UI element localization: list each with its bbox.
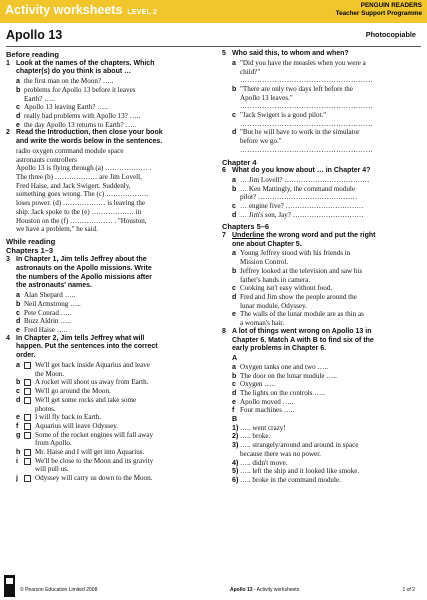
answer-checkbox[interactable] — [24, 414, 31, 421]
line-text: Some of the rocket engines will fall away — [35, 430, 153, 439]
list-item — [222, 211, 422, 220]
line-text: The door on the lunar module ….. — [240, 371, 337, 380]
answer-checkbox[interactable] — [24, 379, 31, 386]
answer-line: ……………………………………………… — [240, 76, 374, 85]
list-item — [6, 378, 212, 387]
list-item — [222, 185, 422, 202]
item-letter: 2) — [232, 432, 239, 441]
line-text: ….. strangely/around and around in space — [240, 441, 359, 450]
line-text: Earth? ….. — [24, 94, 55, 103]
line-text: Oxygen tanks one and two ….. — [240, 362, 329, 371]
list-item — [6, 309, 212, 318]
worksheet-title: Activity worksheets LEVEL 2 — [5, 3, 158, 17]
item-letter: b — [232, 84, 237, 93]
line-text: Look at the names of the chapters. Which — [16, 59, 155, 67]
item-letter: e — [16, 120, 20, 129]
list-item — [222, 441, 422, 458]
level-label: LEVEL 2 — [127, 9, 158, 16]
list-item — [6, 457, 212, 474]
item-letter: e — [232, 397, 236, 406]
item-letter: a — [16, 291, 20, 300]
line-text: astronauts on the Apollo missions. Write — [16, 264, 152, 272]
item-letter: a — [16, 77, 20, 86]
item-letter: 3) — [232, 441, 239, 450]
line-text: … Jim's son, Jay? ………………………… — [240, 210, 364, 219]
item-letter: e — [16, 325, 20, 334]
publisher-brand — [336, 2, 422, 18]
answer-checkbox[interactable] — [24, 362, 31, 369]
section-heading: Before reading — [6, 50, 59, 59]
column-label-a: A — [232, 354, 238, 363]
line-text: one about Chapter 5. — [232, 240, 302, 248]
list-item — [222, 85, 422, 102]
underline-word: Underline — [232, 231, 265, 239]
line-text: We'll get back inside Aquarius and leave — [35, 361, 150, 370]
answer-line: ……………………………………………… — [240, 102, 374, 111]
list-item — [6, 317, 212, 326]
item-letter: c — [16, 387, 20, 396]
line-text: child?" — [240, 67, 261, 76]
item-letter: e — [232, 310, 236, 319]
line-text: A rocket will shoot us away from Earth. — [35, 378, 149, 387]
answer-checkbox[interactable] — [24, 475, 31, 482]
list-item — [222, 59, 422, 76]
list-item — [222, 380, 422, 389]
item-letter: c — [16, 308, 20, 317]
question-2 — [6, 129, 212, 147]
line-text: lunar module, Odyssey. — [240, 301, 307, 310]
item-letter: a — [232, 175, 236, 184]
chapter-heading: Chapters 1–3 — [6, 246, 54, 256]
line-text: ….. broke. — [240, 432, 271, 441]
list-item — [6, 361, 212, 378]
list-item — [6, 396, 212, 413]
reading-passage — [6, 147, 212, 234]
item-letter: f — [16, 421, 19, 430]
line-text: … Jim Lovell? ……………………………… — [240, 175, 370, 184]
line-text: pilot? …………………………………… — [240, 193, 358, 202]
line-text: In Chapter 2, Jim tells Jeffrey what will — [16, 334, 145, 342]
answer-line: ……………………………………………… — [240, 119, 374, 128]
pearson-longman-logo — [4, 575, 15, 597]
item-letter: 4) — [232, 458, 239, 467]
line-text: ….. didn't move. — [240, 458, 288, 467]
item-letter: d — [16, 317, 21, 326]
line-text: ship. Jack spoke to the (e) ……………… in — [16, 207, 142, 216]
list-item — [6, 413, 212, 422]
list-item — [222, 293, 422, 310]
line-text: Apollo 13 leaving Earth? ….. — [24, 103, 108, 112]
line-text: ….. broke in the command module. — [240, 476, 341, 484]
list-item — [6, 103, 212, 112]
line-text: Odyssey will carry us down to the Moon. — [35, 474, 153, 483]
line-text: a woman's hair. — [240, 319, 285, 328]
item-letter: d — [232, 292, 237, 301]
list-item — [222, 372, 422, 381]
question-number: 2 — [6, 129, 10, 137]
item-letter: j — [16, 474, 18, 483]
question-6 — [222, 167, 422, 176]
line-text: Mr. Haise and I will get into Aquarius. — [35, 448, 145, 457]
item-letter: 1) — [232, 423, 239, 432]
question-number: 7 — [222, 231, 226, 239]
line-text: will pull us. — [35, 465, 69, 474]
list-item — [6, 121, 212, 130]
line-text: happen. Put the sentences into the correct — [16, 343, 158, 351]
question-3 — [6, 256, 212, 291]
line-text: chapter(s) do you think is about … — [16, 68, 132, 76]
line-text: Houston on the (f) ……………… . "Houston, — [16, 216, 147, 225]
line-text: Cooking isn't easy without food. — [240, 284, 333, 293]
footer — [0, 585, 427, 600]
line-text: Fred and Jim show the people around the — [240, 292, 357, 301]
line-text: A lot of things went wrong on Apollo 13 in — [232, 327, 372, 335]
line-text: Young Jeffrey stood with his friends in — [240, 249, 351, 258]
line-text: the wrong word and put the right — [264, 231, 376, 239]
line-text: really bad problems with Apollo 13? ….. — [24, 111, 141, 120]
item-letter: b — [232, 371, 237, 380]
item-letter: d — [16, 111, 21, 120]
question-number: 6 — [222, 167, 226, 175]
list-item — [6, 474, 212, 483]
line-text: We'll be close to the Moon and its gravity — [35, 456, 154, 465]
list-item — [222, 424, 422, 433]
list-item — [222, 459, 422, 468]
line-text: because there was no power. — [240, 449, 321, 458]
list-item — [6, 112, 212, 121]
question-4 — [6, 335, 212, 361]
line-text: ….. left the ship and it looked like smoke. — [240, 467, 360, 476]
list-item — [222, 176, 422, 185]
question-8 — [222, 328, 422, 354]
line-text: … engine five? …………………………… — [240, 201, 364, 210]
item-letter: 5) — [232, 467, 239, 476]
item-letter: i — [16, 456, 18, 465]
line-text: What do you know about … in Chapter 4? — [232, 167, 371, 175]
line-text: Fred Haise ….. — [24, 325, 68, 334]
item-letter: b — [16, 85, 21, 94]
list-item — [222, 284, 422, 293]
list-item — [222, 128, 422, 145]
list-item — [222, 249, 422, 266]
list-item — [222, 363, 422, 372]
item-letter: c — [232, 111, 236, 120]
line-text: astronauts controllers — [16, 155, 77, 164]
item-letter: 6) — [232, 476, 239, 484]
line-text: ….. went crazy! — [240, 423, 286, 432]
item-letter: d — [232, 128, 237, 137]
line-text: something goes wrong. The (c) ……………… — [16, 190, 149, 199]
footer-book-title: Apollo 13 - Activity worksheets — [230, 587, 300, 593]
line-text: photos. — [35, 404, 56, 413]
list-item — [222, 406, 422, 415]
item-letter: a — [232, 58, 236, 67]
page-title: Apollo 13 — [6, 28, 63, 42]
photocopiable-label: Photocopiable — [365, 30, 416, 39]
right-column — [222, 50, 422, 485]
list-item — [6, 431, 212, 448]
list-item — [222, 310, 422, 327]
item-letter: b — [16, 378, 21, 387]
list-item — [6, 86, 212, 103]
line-text: We'll get some rocks and take some — [35, 395, 137, 404]
line-text: Jeffrey looked at the television and saw his — [240, 266, 363, 275]
line-text: In Chapter 1, Jim tells Jeffrey about the — [16, 255, 147, 263]
list-item — [222, 476, 422, 485]
list-item — [222, 467, 422, 476]
item-letter: d — [232, 388, 237, 397]
copyright: © Pearson Education Limited 2008 — [20, 587, 98, 593]
line-text: loses power. (d) ……………… is leaving the — [16, 199, 146, 208]
list-item — [222, 267, 422, 284]
line-text: problems for Apollo 13 before it leaves — [24, 85, 136, 94]
chapter-heading: Chapter 4 — [222, 157, 257, 167]
list-item — [222, 111, 422, 120]
item-letter: a — [232, 249, 236, 258]
line-text: early problems in Chapter 6. — [232, 345, 327, 353]
line-text: I will fly back to Earth. — [35, 413, 102, 422]
line-text: Mission Control. — [240, 258, 289, 267]
item-letter: a — [232, 362, 236, 371]
item-letter: a — [16, 361, 20, 370]
list-item — [222, 398, 422, 407]
item-letter: c — [232, 201, 236, 210]
item-letter: f — [232, 406, 235, 415]
question-number: 4 — [6, 334, 10, 342]
question-5 — [222, 50, 422, 59]
line-text: Alan Shepard ….. — [24, 291, 76, 300]
answer-line: ……………………………………………… — [240, 145, 374, 154]
answer-checkbox[interactable] — [24, 397, 31, 404]
item-letter: b — [232, 266, 237, 275]
page-number: 1 of 2 — [402, 587, 415, 593]
item-letter: c — [16, 103, 20, 112]
item-letter: b — [232, 184, 237, 193]
line-text: father's hands in camera. — [240, 275, 311, 284]
title-divider — [6, 46, 421, 47]
line-text: Who said this, to whom and when? — [232, 50, 349, 57]
line-text: Neil Armstrong ….. — [24, 299, 81, 308]
chapter-heading: Chapters 5–6 — [222, 222, 270, 232]
line-text: Read the Introduction, then close your book — [16, 129, 163, 137]
answer-checkbox[interactable] — [24, 388, 31, 395]
answer-checkbox[interactable] — [24, 458, 31, 465]
line-text: The walls of the lunar module are as thin as — [240, 310, 364, 319]
line-text: The lights on the controls ….. — [240, 388, 325, 397]
line-text: Four machines ….. — [240, 406, 295, 415]
line-text: "Did you have the measles when you were a — [240, 58, 366, 67]
list-item — [6, 448, 212, 457]
list-item — [6, 291, 212, 300]
line-text: Aquarius will leave Odyssey. — [35, 421, 119, 430]
line-text: "There are only two days left before the — [240, 84, 353, 93]
brand-line-1: PENGUIN READERS — [360, 2, 422, 9]
question-number: 5 — [222, 50, 226, 57]
column-label-b: B — [232, 415, 238, 424]
item-letter: g — [16, 430, 21, 439]
list-item — [6, 326, 212, 335]
line-text: and write the words below in the sentences. — [16, 138, 163, 146]
line-text: "Jack Swigert is a good pilot." — [240, 111, 327, 120]
line-text: before we go." — [240, 137, 282, 146]
question-number: 3 — [6, 255, 10, 263]
line-text: … Ken Mattingly, the command module — [240, 184, 355, 193]
item-letter: e — [16, 413, 20, 422]
answer-checkbox[interactable] — [24, 449, 31, 456]
answer-checkbox[interactable] — [24, 423, 31, 430]
section-heading: While reading — [6, 236, 56, 246]
line-text: the numbers of the Apollo missions after — [16, 273, 152, 281]
line-text: the Moon. — [35, 369, 65, 378]
item-letter: d — [232, 210, 237, 219]
line-text: Oxygen ….. — [240, 380, 275, 389]
item-letter: c — [232, 284, 236, 293]
list-item — [6, 422, 212, 431]
list-item — [222, 202, 422, 211]
line-text: The three (b) ……………… are Jim Lovell, — [16, 173, 142, 182]
line-text: Pete Conrad ….. — [24, 308, 72, 317]
line-text: the astronauts' names. — [16, 282, 92, 290]
line-text: "But he will have to work in the simulator — [240, 128, 360, 137]
list-item — [222, 432, 422, 441]
item-letter: b — [16, 299, 21, 308]
answer-checkbox[interactable] — [24, 432, 31, 439]
line-text: Fred Haise, and Jack Swigert. Suddenly, — [16, 181, 131, 190]
list-item — [222, 389, 422, 398]
line-text: Apollo 13 is flying through (a) ……………… . — [16, 164, 152, 173]
line-text: we have a problem," he said. — [16, 225, 98, 234]
question-7 — [222, 232, 422, 250]
brand-line-2: Teacher Support Programme — [335, 10, 422, 17]
left-column — [6, 50, 212, 483]
line-text: radio oxygen command module space — [16, 146, 124, 155]
line-text: from Apollo. — [35, 439, 72, 448]
header-bar — [0, 0, 427, 23]
question-number: 1 — [6, 59, 10, 67]
line-text: We'll go around the Moon. — [35, 387, 111, 396]
line-text: Chapter 6. Match A with B to find six of the — [232, 336, 374, 344]
line-text: the first man on the Moon? ….. — [24, 77, 114, 86]
line-text: Apollo moved ….. — [240, 397, 294, 406]
line-text: the day Apollo 13 returns to Earth? ….. — [24, 120, 137, 129]
list-item — [6, 300, 212, 309]
line-text: order. — [16, 352, 36, 360]
item-letter: h — [16, 448, 21, 457]
line-text: Buzz Aldrin ….. — [24, 317, 71, 326]
question-1 — [6, 60, 212, 78]
item-letter: d — [16, 395, 21, 404]
question-number: 8 — [222, 327, 226, 335]
line-text: Apollo 13 leaves." — [240, 93, 293, 102]
list-item — [6, 77, 212, 86]
item-letter: c — [232, 380, 236, 389]
list-item — [6, 387, 212, 396]
